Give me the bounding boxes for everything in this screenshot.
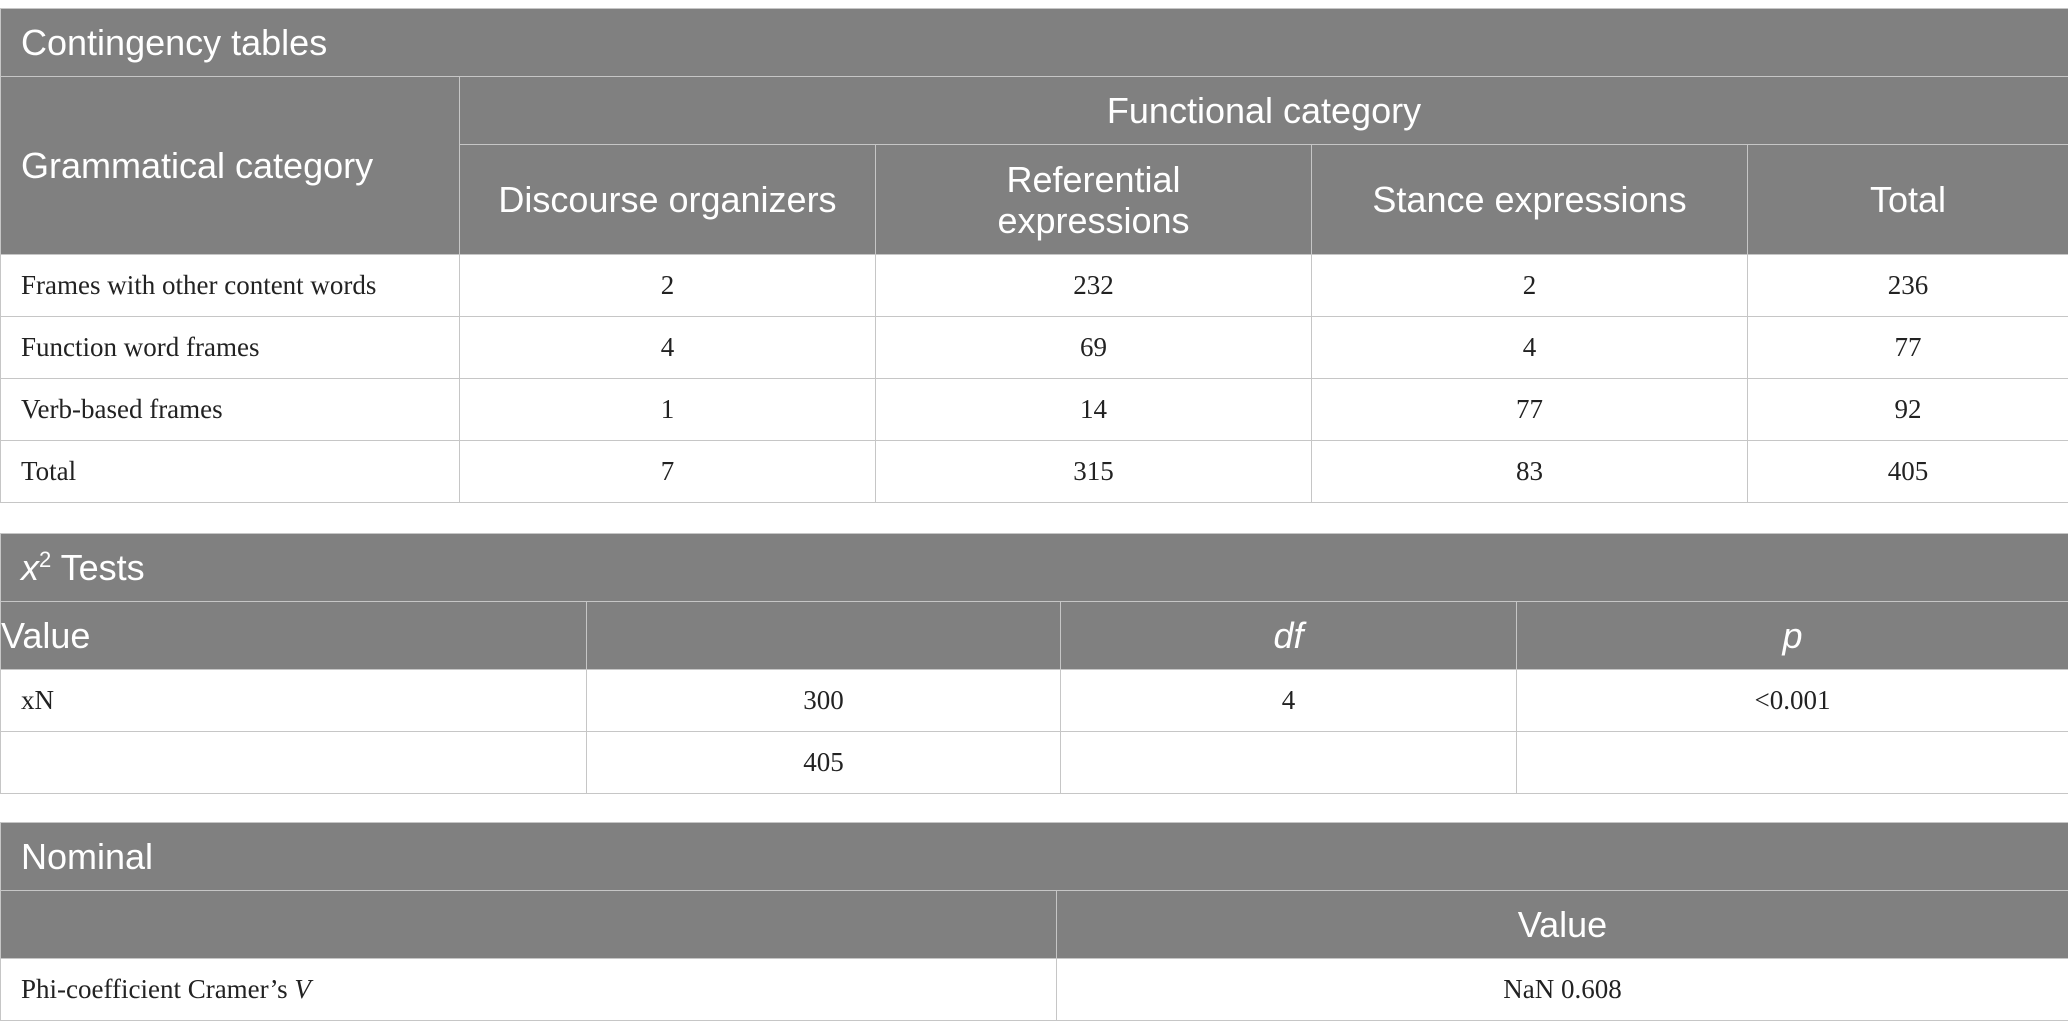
column-header: p [1517,602,2068,670]
table-cell: 315 [876,441,1312,503]
column-header: Discourse organizers [460,145,876,255]
chi-square-table [0,533,2068,794]
table-row [1,255,2068,317]
column-header: Referential expressions [876,145,1312,255]
row-label: xN [1,670,587,732]
table-cell [1517,732,2068,794]
table-row [1,379,2068,441]
nominal-title: Nominal [1,823,2068,891]
document-tables [0,8,2068,1021]
table-cell: 83 [1312,441,1748,503]
row-label: Frames with other content words [1,255,460,317]
table-cell [1061,732,1517,794]
table-cell: 1 [460,379,876,441]
functional-category-header: Functional category [460,77,2068,145]
row-label-text: Phi-coefficient Cramer’s [21,974,295,1004]
table-cell: 236 [1748,255,2068,317]
table-cell: <0.001 [1517,670,2068,732]
column-header: Value [1057,891,2068,959]
row-label: Verb-based frames [1,379,460,441]
table-cell: 4 [460,317,876,379]
title-variable: x [21,546,39,588]
table-cell: 7 [460,441,876,503]
table-cell: 405 [1748,441,2068,503]
column-header: Stance expressions [1312,145,1748,255]
row-label [1,959,1057,1021]
column-header: Total [1748,145,2068,255]
row-label: Total [1,441,460,503]
table-cell: NaN 0.608 [1057,959,2068,1021]
grammatical-category-header: Grammatical category [1,77,460,255]
row-label [1,732,587,794]
nominal-table [0,822,2068,1021]
title-superscript: 2 [39,546,52,572]
table-cell: 69 [876,317,1312,379]
table-row [1,441,2068,503]
column-header [587,602,1061,670]
column-header: Value [1,602,587,670]
table-cell: 4 [1061,670,1517,732]
contingency-title: Contingency tables [1,9,2068,77]
table-cell: 77 [1312,379,1748,441]
table-cell: 405 [587,732,1061,794]
chi-square-title [1,534,2068,602]
table-cell: 77 [1748,317,2068,379]
row-label-variable: V [294,974,311,1004]
contingency-table [0,8,2068,503]
title-text: Tests [51,546,145,588]
table-row [1,959,2068,1021]
table-cell: 2 [1312,255,1748,317]
table-cell: 92 [1748,379,2068,441]
column-header: df [1061,602,1517,670]
table-row [1,317,2068,379]
table-row [1,670,2068,732]
table-row [1,732,2068,794]
row-label: Function word frames [1,317,460,379]
table-cell: 14 [876,379,1312,441]
table-cell: 232 [876,255,1312,317]
column-header [1,891,1057,959]
table-cell: 2 [460,255,876,317]
table-cell: 4 [1312,317,1748,379]
table-cell: 300 [587,670,1061,732]
